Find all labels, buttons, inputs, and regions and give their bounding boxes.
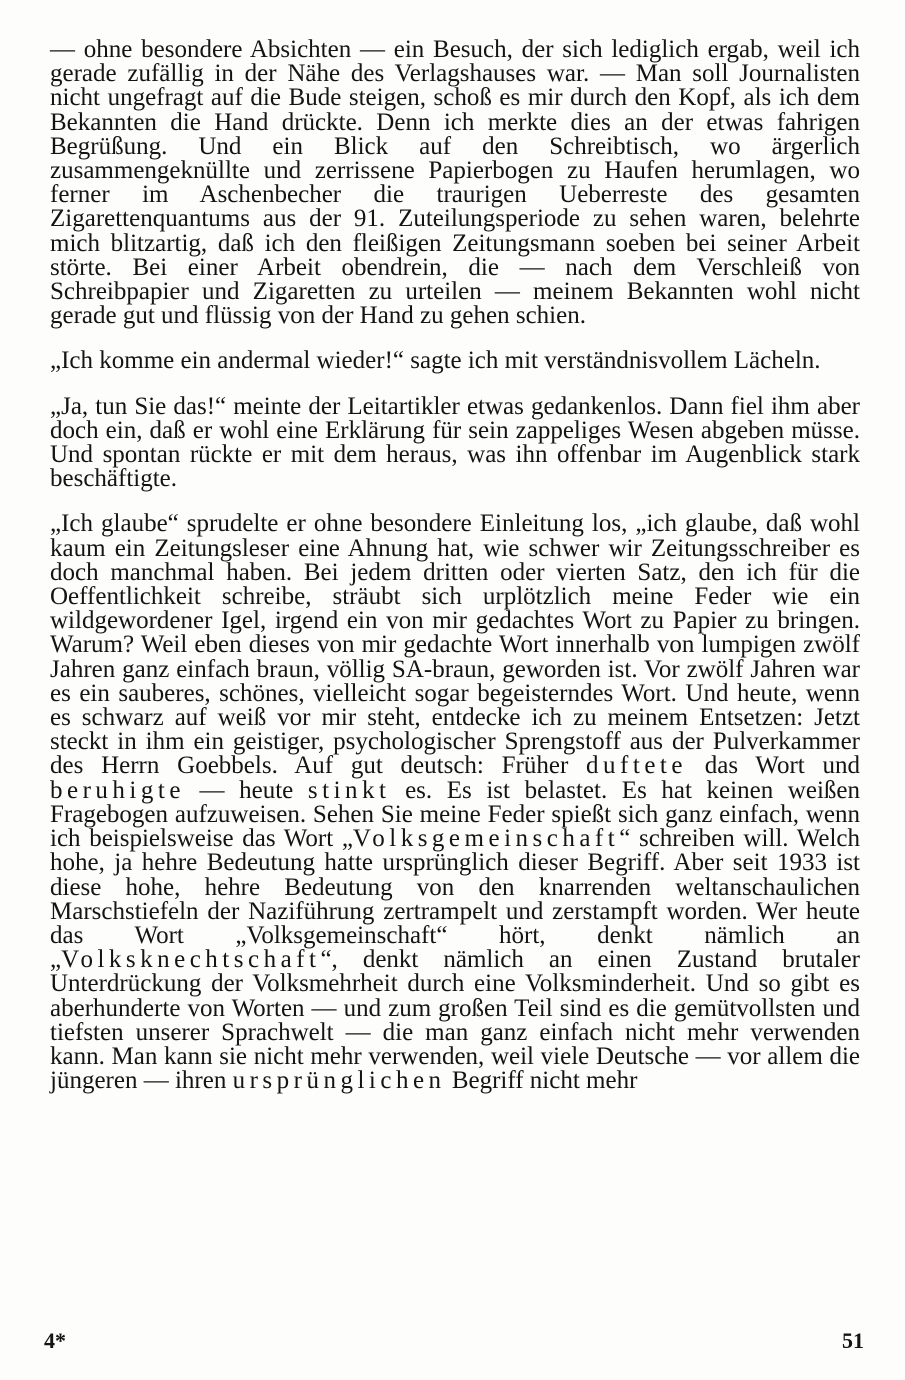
paragraph-reply [50, 392, 860, 493]
paragraph-text: „Ich komme ein andermal wieder!“ sagte ich mit verständnisvollem Lächeln. [50, 347, 821, 375]
spaced-word-duftete: duftete [586, 752, 687, 780]
paragraph-come-again [50, 349, 860, 373]
spaced-word-volksknechtschaft: Volksknechtschaft [61, 946, 321, 974]
paragraph-text: es. Es ist belastet. Es hat keinen weißen Fragebogen aufzuweisen. Sehen Sie meine Feder spießt sich ganz einfach, wenn ich beispielsweise das Wort „ [50, 776, 860, 853]
spaced-word-urspruenglichen: ursprünglichen [232, 1067, 446, 1095]
page-footer [44, 1328, 864, 1358]
paragraph-text: — ohne besondere Absichten — ein Besuch, der sich lediglich ergab, weil ich gerade zufällig in der Nähe des Verlagshauses war. — Man soll Journalisten nicht ungefragt auf die Bude steigen, schoß es mir durch den Kopf, als ich dem Bekannten die Hand drückte. Denn ich merkte dies an der etwas fahrigen Begrüßung. Und ein Blick auf den Schreibtisch, wo ärgerlich zusammengeknüllte und zerrissene Papierbogen zu Haufen herumlagen, wo ferner im Aschenbecher die traurigen Ueberreste des gesamten Zigarettenquantums aus der 91. Zuteilungsperiode zu sehen waren, belehrte mich blitzartig, daß ich den fleißigen Zeitungsmann soeben bei seiner Arbeit störte. Bei einer Arbeit obendrein, die — nach dem Verschleiß von Schreibpapier und Zigaretten zu urteilen — meinem Bekannten wohl nicht gerade gut und flüssig von der Hand zu gehen schien. [50, 36, 860, 330]
paragraph-text: „Ich glaube“ sprudelte er ohne besondere Einleitung los, „ich glaube, daß wohl kaum ein Zeitungsleser eine Ahnung hat, wie schwer wir Zeitungsschreiber es doch manchmal haben. Bei jedem dritten oder vierten Satz, den ich für die Oeffentlichkeit schreibe, sträubt sich urplötzlich meine Feder wie ein wildgewordener Igel, irgend ein von mir gedachtes Wort zu Papier zu bringen. Warum? Weil eben dieses von mir gedachte Wort innerhalb von lumpigen zwölf Jahren ganz einfach braun, völlig SA-braun, geworden ist. Vor zwölf Jahren war es ein sauberes, schönes, vielleicht sogar begeisterndes Wort. Und heute, wenn es schwarz auf weiß vor mir steht, entdecke ich zu meinem Entsetzen: Jetzt steckt in ihm ein geistiger, psychologischer Sprengstoff aus der Pulverkammer des Herrn Goebbels. Auf gut deutsch: Früher [50, 510, 860, 780]
signature-mark: 4* [44, 1328, 66, 1353]
spaced-word-beruhigte: beruhigte [50, 776, 185, 804]
paragraph-text: „Ja, tun Sie das!“ meinte der Leitartikler etwas gedankenlos. Dann fiel ihm aber doch ein, daß er wohl eine Erklärung für sein zappeliges Wesen abgeben müsse. Und spontan rückte er mit dem heraus, was ihn offenbar im Augenblick stark beschäftigte. [50, 392, 860, 493]
paragraph-text: Begriff nicht mehr [445, 1067, 638, 1095]
paragraph-text: das Wort und [686, 752, 860, 780]
page-number: 51 [842, 1328, 864, 1353]
body-text [50, 38, 860, 1114]
paragraph-text: — heute [184, 776, 308, 804]
paragraph-text: “, denkt nämlich an einen Zustand brutaler Unterdrückung der Volksmehrheit durch eine Volksminderheit. Und so gibt es aberhunderte von Worten — und zum großen Teil sind es die gemütvollsten und tiefsten unserer Sprachwelt — die man ganz einfach nicht mehr verwenden kann. Man kann sie nicht mehr verwenden, weil viele Deutsche — vor allem die jüngeren — ihren [50, 946, 860, 1095]
spaced-word-volksgemeinschaft: Volksgemeinschaft [352, 825, 620, 853]
paragraph-visit [50, 38, 860, 328]
paragraph-monologue [50, 512, 860, 1093]
spaced-word-stinkt: stinkt [307, 776, 391, 804]
paragraph-text: “ schreiben will. Welch hohe, ja hehre Bedeutung hatte ursprünglich dieser Begriff. Aber seit 1933 ist diese hohe, hehre Bedeutung von den knarrenden weltanschaulichen Marschstiefeln der Naziführung zertrampelt und zerstampft worden. Wer heute das Wort „Volksgemeinschaft“ hört, denkt nämlich an „ [50, 825, 860, 974]
